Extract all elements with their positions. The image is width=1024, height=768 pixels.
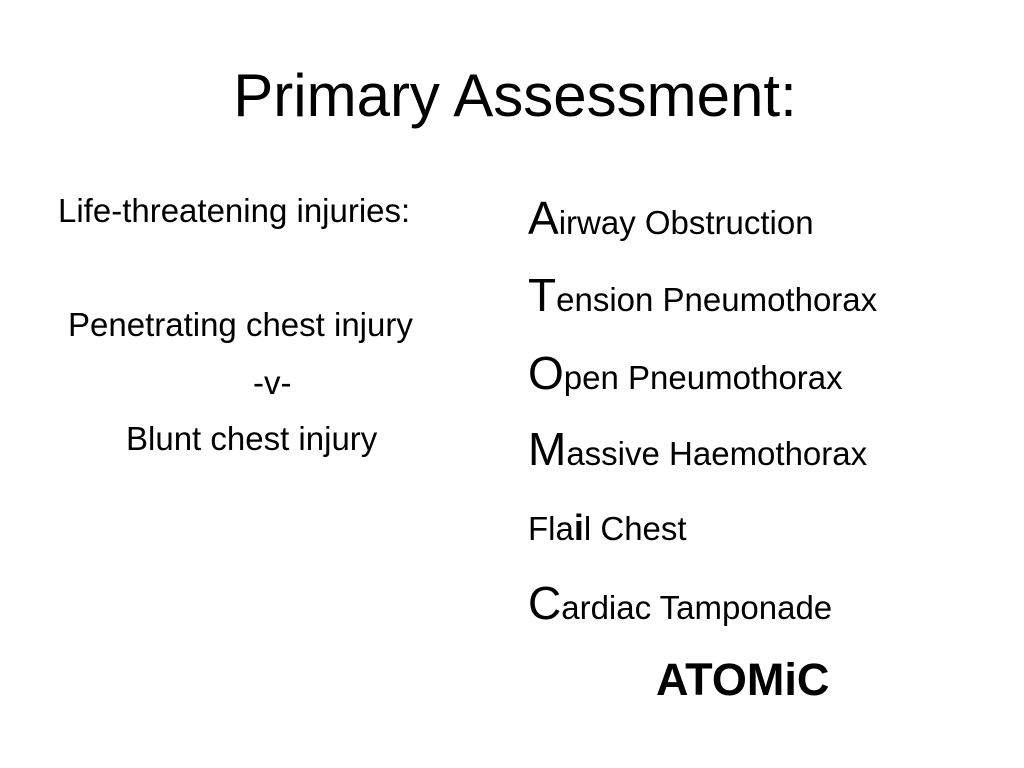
mnemonic-initial: M — [528, 423, 567, 475]
mnemonic-item-tension — [528, 269, 878, 323]
mnemonic-item-massive — [528, 423, 868, 477]
mnemonic-rest: ension Pneumothorax — [556, 281, 878, 318]
mnemonic-item-flail — [528, 505, 687, 552]
penetrating-injury-text: Penetrating chest injury — [68, 306, 413, 343]
mnemonic-initial: A — [528, 192, 559, 244]
mnemonic-initial: C — [528, 577, 562, 629]
mnemonic-initial: T — [528, 269, 557, 321]
versus-text: -v- — [253, 364, 292, 401]
mnemonic-item-airway — [528, 192, 814, 246]
mnemonic-acronym: ATOMiC — [656, 654, 830, 705]
life-threatening-heading: Life-threatening injuries: — [58, 192, 411, 229]
mnemonic-rest: pen Pneumothorax — [563, 359, 843, 396]
mnemonic-item-cardiac — [528, 577, 833, 631]
mnemonic-rest: l Chest — [583, 510, 687, 547]
mnemonic-initial: i — [573, 507, 584, 548]
mnemonic-initial: O — [528, 347, 564, 399]
blunt-injury-text: Blunt chest injury — [126, 420, 378, 457]
mnemonic-item-open — [528, 347, 843, 401]
mnemonic-rest: assive Haemothorax — [566, 435, 868, 472]
mnemonic-rest: ardiac Tamponade — [561, 589, 833, 626]
mnemonic-rest: irway Obstruction — [558, 204, 814, 241]
mnemonic-prefix: Fla — [528, 510, 574, 547]
slide-title: Primary Assessment: — [233, 62, 797, 129]
